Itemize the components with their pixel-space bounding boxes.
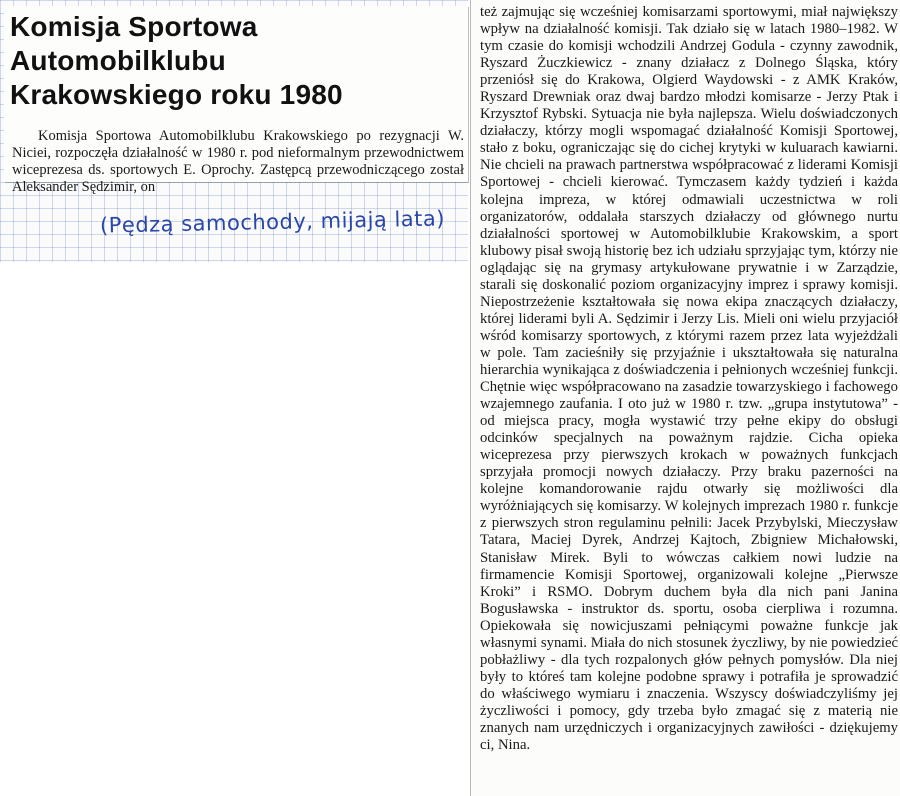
handwritten-note: (Pędzą samochody, mijają lata) [99,206,446,238]
article-body: też zajmując się wcześniej komisarzami sportowymi, miał największy wpływ na działalność komisji. Tak działo się w latach 1980–1982. W tym czasie do komisji wchodzili Andrzej Godula - czynny zawodnik, Ryszard Żuczkiewicz - znany działacz z Dolnego Śląska, który przeniósł się do Krakowa, Olgierd Waydowski - z AMK Kraków, Ryszard Drewniak oraz dwaj bardzo młodzi komisarze - Jerzy Ptak i Krzysztof Rybski. Sytuacja nie była najlepsza. Wielu doświadczonych działaczy, którzy mogli wspomagać działalność Komisji Sportowej, stało z boku, ograniczając się do cichej krytyki w kuluarach kawiarni. Nie chcieli na prawach partnerstwa współpracować z liderami Komisji Sportowej - chcieli kierować. Tymczasem każdy tydzień i każda kolejna impreza, w której odmawiali uczestnictwa w roli organizatorów, oddalała starszych działaczy od głównego nurtu działalności sportowej w Automobilklubie Krakowskim, a sport klubowy pisał swoją historię bez ich udziału sprzyjając tym, którzy nie oglądając się na grymasy artykułowane prywatnie i w Zarządzie, starali się doskonalić poziom organizacyjny imprez i sprawy komisji. Niepostrzeżenie kształtowała się nowa ekipa znaczących działaczy, której liderami byli A. Sędzimir i Jerzy Lis. Mieli oni wielu przyjaciół wśród komisarzy sportowych, z którymi razem przez lata wyjeżdżali w pole. Tam zacieśniły się przyjaźnie i ukształtowała się naturalna hierarchia wynikająca z doświadczenia i pełnionych wcześniej funkcji. Chętnie więc współpracowano na zasadzie towarzyskiego i fachowego wzajemnego zaufania. I oto już w 1980 r. tzw. „grupa instytutowa” - od miejsca pracy, mogła wystawić trzy pełne ekipy do obsługi odcinków specjalnych na poważnym rajdzie. Cicha opieka wiceprezesa przy pierwszych krokach w poważnych funkcjach sprzyjała promocji nowych działaczy. Przy braku pazerności na kolejne komandorowanie rajdu otwarły się możliwości dla wyróżniających się komisarzy. W kolejnych imprezach 1980 r. funkcje z pierwszych stron regulaminu pełnili: Jacek Przybylski, Mieczysław Tatara, Maciej Dyrek, Andrzej Kajtoch, Zbigniew Michałowski, Stanisław Mirek. Byli to wówczas całkiem nowi ludzie na firmamencie Komisji Sportowej, organizowali kolejne „Pierwsze Kroki” i RSMO. Dobrym duchem była dla nich pani Janina Bogusławska - instruktor ds. sportu, osoba cierpliwa i rozumna. Opiekowała się nowicjuszami pełniącymi poważne funkcje jak własnymi synami. Miała do nich stosunek życzliwy, by nie powiedzieć pobłażliwy - dla tych rozpalonych głów pełnych pomysłów. Dla niej były to któreś tam kolejne podobne sprawy i potrafiła je sprowadzić do właściwego wymiaru i znaczenia. Wszyscy doświadczyliśmy jej życzliwości i pomocy, gdy trzeba było zmagać się z materią nie znanych nam urzędniczych i organizacyjnych zawiłości - dziękujemy ci, Nina. [480,4,898,754]
clipping-left [4,6,468,195]
article-title: Komisja Sportowa Automobilklubu Krakowskiego roku 1980 [10,11,343,110]
article-intro: Komisja Sportowa Automobilklubu Krakowskiego po rezygnacji W. Niciei, rozpoczęła działalność w 1980 r. pod nieformalnym przewodnictwem wiceprezesa ds. sportowych E. Oprochy. Zastępcą przewodniczącego został Aleksander Sędzimir, on [12,128,464,195]
clipping-right [470,0,900,796]
